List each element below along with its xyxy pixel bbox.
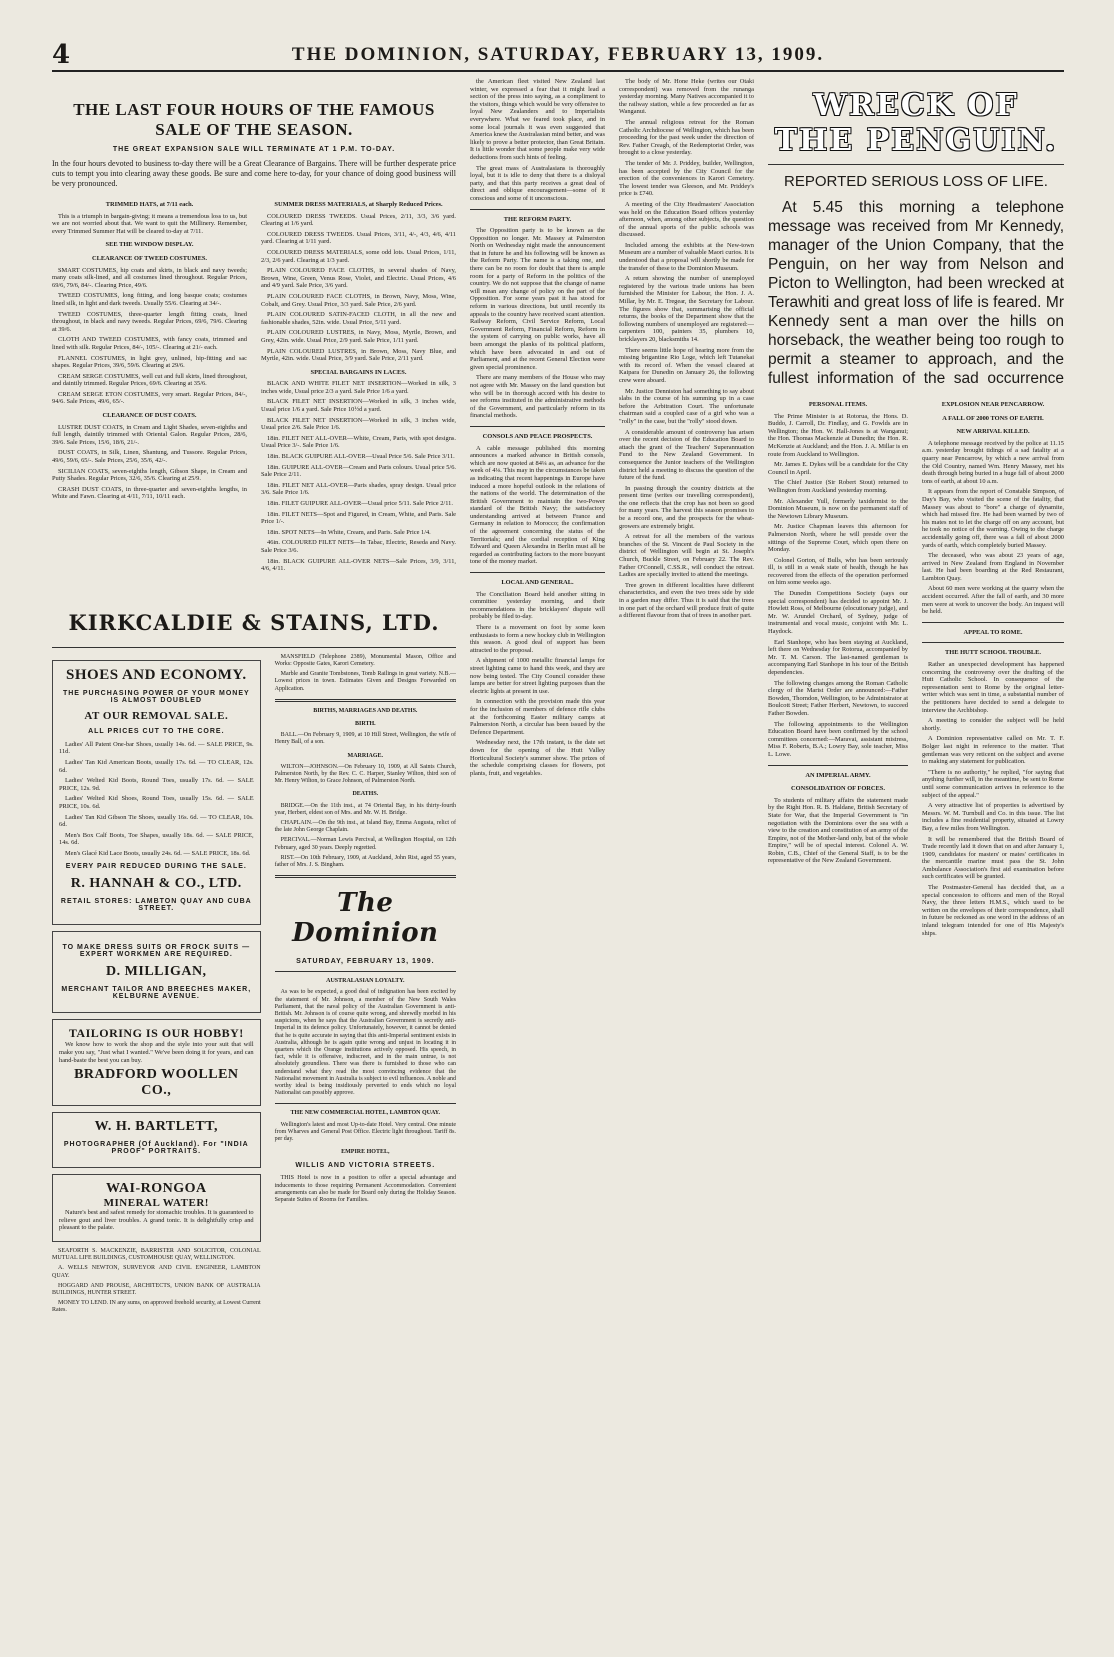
reform-party-heading: THE REFORM PARTY. (503, 215, 572, 223)
dominion-dateline: SATURDAY, FEBRUARY 13, 1909. (296, 958, 435, 966)
hannah-firm: R. HANNAH & CO., LTD. (70, 876, 242, 892)
shoes-line3: ALL PRICES CUT TO THE CORE. (88, 727, 225, 735)
births-heading: BIRTHS, MARRIAGES AND DEATHS. (313, 707, 418, 714)
shoes-advertisement: SHOES AND ECONOMY. THE PURCHASING POWER OF YOUR MONEY IS ALMOST DOUBLED AT OUR REMOVAL SALE. ALL PRICES CUT TO THE CORE. Ladies' All Patent One-bar Shoes, usually 14s. 6d. — SALE PRICE, 9s. 11d. Ladies' Tan Kid American Boots, usually 17s. 6d. — TO CLEAR, 12s. 6d. Ladies' Welted Kid Boots, Round Toes, usually 17s. 6d. — SALE PRICE, 12s. 9d. Ladies' Welted Kid Shoes, Round Toes, usually 15s. 6d. — SALE PRICE, 10s. 6d. Ladies' Tan Kid Gibson Tie Shoes, usually 16s. 6d. — TO CLEAR, 10s. 6d. Men's Box Calf Boots, Toe Shapes, usually 18s. 6d. — SALE PRICE, 14s. 6d. Men's Glacé Kid Lace Boots, usually 24s. 6d. — SALE PRICE, 18s. 6d. EVERY PAIR REDUCED DURING THE SALE. R. HANNAH & CO., LTD. RETAIL STORES: LAMBTON QUAY AND CUBA STREET. (52, 660, 261, 926)
woollen-firm: BRADFORD WOOLLEN CO., (74, 1067, 239, 1099)
mansfield-ad: MANSFIELD (Telephone 2389), Monumental Mason, Office and Works: Opposite Gates, Karori Cemetery. (274, 653, 456, 667)
milligan-name: D. MILLIGAN, (106, 964, 207, 980)
wreck-title: WRECK OF THE PENGUIN. (774, 88, 1058, 158)
wairongoa-name: WAI-RONGOA (105, 1181, 207, 1197)
wreck-subtitle: REPORTED SERIOUS LOSS OF LIFE. (784, 173, 1048, 190)
shoes-line1: THE PURCHASING POWER OF YOUR MONEY IS ALMOST DOUBLED (62, 689, 250, 704)
dominion-nameplate: The Dominion (292, 888, 439, 949)
imperial-army-heading: AN IMPERIAL ARMY. (805, 771, 871, 779)
dust-coats-heading: CLEARANCE OF DUST COATS. (102, 412, 197, 420)
bartlett-name: W. H. BARTLETT, (94, 1119, 218, 1135)
shoes-line2: AT OUR REMOVAL SALE. (84, 709, 229, 722)
column-3: the American fleet visited New Zealand last winter, we expressed a fear that it might lead a section of the press into saying, as a compliment to the visitors, things which would be very offensive to loyal New Zealanders and to Imperialists everywhere. What we feared took place, and in some local journals it was even suggested that America knew the Australasian mind better, and was likely to prove a better protector, than Great Britain. It is little wonder that some people make very wide deductions from such hints of feeling. The great mass of Australasians is thoroughly loyal, but it is idle to deny that there is a disloyal party, and that this party receives a great deal of direct and oblique encouragement—some of it conscious and some of it unconscious. THE REFORM PARTY. The Opposition party is to be known as the Opposition no longer. Mr. Massey at Palmerston North on Wednesday night made the announcement that in future he and his following will be known as the Reform Party. The name is a taking one, and there can be no room for doubt that there is ample room for a party of Reform in the politics of the country. We do not suppose that the change of name will mean any change of policy on the part of the Opposition. For some years past it has stood for reform in various directions, but until recently its appeals to the country have received scant attention. Railway Reform, Civil Service Reform, Local Government Reform, Financial Reform, Reform in the system of carrying on public works, have all been amongst the planks of its political platform, which have been advocated in and out of Parliament, and at the recent General Election were given special prominence. There are many members of the House who may not agree with Mr. Massey on the land question but who will be in thorough accord with his desire to see reforms instituted in the administrative methods of the Government, and particularly reform in its financial methods. CONSOLS AND PEACE PROSPECTS. A cable message published this morning announces a marked advance in British consols, which are now quoted at 84¼ as, an advance for the week of 4⅛. This may in the circumstances be taken as indicating that recent happenings in Europe have induced a more hopeful outlook in the relations of the nations of the world. The determination of the British Government to maintain the two-Power standard of the British Navy; the satisfactory understanding arrived at between France and Germany in relation to Morocco; the confirmation of the agreement concerning the status of the Territorials; and the cordial reception of King Edward and Queen Alexandra in Berlin must all be regarded as contributing factors to the more buoyant tone of the money market. LOCAL AND GENERAL. The Conciliation Board held another sitting in committee yesterday morning, and their recommendations in the bricklayers' dispute will probably be filed to-day. There is a movement on foot by some keen enthusiasts to form a new hockey club in Wellington this season. A good deal of support has been attracted to the proposal. A shipment of 1000 metallic financial lamps for street lighting came to hand this week, and they are now being tested. The City Council consider these lamps are better for street lighting purposes than the electric lights at present in use. In connection with the provision made this year for the inclusion of members of defence rifle clubs at the forthcoming Easter military camps at Palmerston North, a circular has been issued by the Defence Department. Wednesday next, the 17th instant, is the date set down for the opening of the Hutt Valley Horticultural Society's summer show. The prizes of the schedule comprising classes for flowers, pot plants, fruit, and vegetables. (470, 78, 605, 777)
wairongoa-sub: MINERAL WATER! (103, 1197, 209, 1210)
column-6: EXPLOSION NEAR PENCARROW. A FALL OF 2000 TONS OF EARTH. NEW ARRIVAL KILLED. A telephone message received by the police at 11.15 a.m. yesterday brought tidings of a sad fatality at a quarry near Pencarrow, by which a new arrival from the Old Country, named Wm. Henry Massey, met his death through being buried in a huge fall of about 2000 tons of earth, at about 10 a.m. It appears from the report of Constable Simpson, of Day's Bay, who visited the scene of the fatality, that Massey was about to "bore" a charge of dynamite, which had missed fire. He had been warned by two of his mates not to let the charge off on any account, but he took no notice of the warning. Owing to the charge accidentally going off, there was a fall of about 2000 yards of earth, which completely buried Massey. The deceased, who was about 23 years of age, arrived in New Zealand from England in November last. He had been boarding at the Red Restaurant, Lambton Quay. About 60 men were working at the quarry when the accident occurred. After the fall of earth, and 30 more men were at work to uncover the body. An inquest will be held. APPEAL TO ROME. THE HUTT SCHOOL TROUBLE. Rather an unexpected development has happened concerning the controversy over the drafting of the Hutt Catholic School. In consequence of the representation sent to Rome by the original letter-writer which was sent in time, a substantial number of the petitioners have decided to send a delegate to interview the Archbishop. A meeting to consider the subject will be held shortly. A Dominion representative called on Mr. T. F. Bolger last night in reference to the matter. That gentleman was very reticent on the subject and averse to making any statement for publication. "There is no authority," he replied, "for saying that anything further will, in the meantime, be sent to Rome until some communication arrives in reference to the subject of the appeal." A very attractive list of properties is advertised by Messrs. W. M. Turnbull and Co. in this issue. The list includes a fine residential property, situated at Lowry Bay, a few miles from Wellington. It will be remembered that the British Board of Trade recently laid it down that on and after January 1, 1909, candidates for masters' or mates' certificates in the mercantile marine must pass the St. John Ambulance Association's first aid examination before such certificates will be granted. The Postmaster-General has decided that, as a special concession to officers and men of the Royal Navy, the three letters H.M.S., which used to be written on the envelopes of their correspondence, shall in future be reckoned as one word in the address of an inland telegram intended for one of His Majesty's ships. (922, 401, 1064, 937)
tweed-heading: CLEARANCE OF TWEED COSTUMES. (91, 254, 208, 262)
fall-heading: A FALL OF 2000 TONS OF EARTH. (942, 414, 1044, 422)
laces-heading: SPECIAL BARGAINS IN LACES. (310, 368, 407, 376)
sale-headline: THE LAST FOUR HOURS OF THE FAMOUS SALE OF THE SEASON. (73, 100, 435, 139)
woollen-slogan: TAILORING IS OUR HOBBY! (68, 1026, 244, 1041)
empire-hotel: EMPIRE HOTEL, (341, 1149, 390, 1156)
page-number: 4 (52, 40, 71, 70)
wairongoa-advertisement: WAI-RONGOA MINERAL WATER! Nature's best and safest remedy for stomachic troubles. It is guaranteed to relieve gout and liver troubles. A grand tonic. It is delightfully crisp and pleasant to the palate. (52, 1174, 261, 1242)
bartlett-advertisement (52, 1112, 261, 1168)
kirkcaldie-firm-name: KIRKCALDIE & STAINS, LTD. (68, 609, 440, 635)
bartlett-trade: PHOTOGRAPHER (Of Auckland). For "INDIA PROOF" PORTRAITS. (63, 1141, 249, 1156)
masthead-title: THE DOMINION, SATURDAY, FEBRUARY 13, 1909. (291, 44, 825, 65)
editorial-heading: AUSTRALASIAN LOYALTY. (326, 978, 405, 985)
window-display-heading: SEE THE WINDOW DISPLAY. (105, 241, 194, 249)
consols-heading: CONSOLS AND PEACE PROSPECTS. (482, 432, 593, 440)
deaths-heading: DEATHS. (352, 791, 379, 798)
local-general-heading: LOCAL AND GENERAL. (501, 579, 574, 587)
hutt-school-heading: THE HUTT SCHOOL TROUBLE. (944, 649, 1041, 657)
new-commercial-hotel: THE NEW COMMERCIAL HOTEL, LAMBTON QUAY. (290, 1110, 441, 1117)
summer-materials-heading: SUMMER DRESS MATERIALS, at Sharply Reduced Prices. (274, 201, 443, 208)
hannah-address: RETAIL STORES: LAMBTON QUAY AND CUBA STREET. (60, 898, 252, 913)
sale-listing: TRIMMED HATS, at 7/11 each. This is a triumph in bargain-giving; it means a tremendous loss to us, but we are not worried about that. We want to quit the Millinery. Remember, every Trimmed Summer Hat will be cleared to-day at 7/11. SEE THE WINDOW DISPLAY. CLEARANCE OF TWEED COSTUMES. SMART COSTUMES, hip coats and skirts, in black and navy tweeds; many coats silk-lined, and all costumes lined throughout. Regular Prices, 69/6, 79/6, 84/-. Clearing Price, 49/6. TWEED COSTUMES, long fitting, and long basque coats; costumes lined silk, in light and dark tweeds. Usually 55/6. Clearing at 34/-. TWEED COSTUMES, three-quarter length fitting coats, lined throughout, in black and navy tweeds. Regular Prices, 69/6, 79/6. Clearing at 39/6. CLOTH AND TWEED COSTUMES, with fancy coats, trimmed and lined with silk. Regular Prices, 84/-, 105/-. Clearing at 21/- each. FLANNEL COSTUMES, in light grey, unlined, hip-fitting and sac shapes. Regular Prices, 39/6, 59/6. Clearing at 29/6. CREAM SERGE COSTUMES, well cut and full skirts, lined throughout, and daintily trimmed. Regular Prices, 69/6. Clearing at 35/6. CREAM SERGE ETON COSTUMES, very smart. Regular Prices, 84/-, 94/6. Sale Prices, 49/6, 65/-. CLEARANCE OF DUST COATS. LUSTRE DUST COATS, in Cream and Light Shades, seven-eighths and full length, daintily trimmed with Oriental Galon. Regular Prices, 28/6, 39/6. Sale Prices, 15/6, 18/6, 21/-. DUST COATS, in Silk, Linen, Shantung, and Tussore. Regular Prices, 49/6, 59/6, 65/-. Sale Prices, 25/6, 35/6, 42/-. SICILIAN COATS, seven-eighths length, Gibson Shape, in Cream and Putty Shades. Regular Prices, 32/6, 35/6. Clearing at 25/9. CRASH DUST COATS, in three-quarter and seven-eighths lengths, in White and Fawn. Clearing at 4/11, 7/11, 10/11 each. SUMMER DRESS MATERIALS, at Sharply Reduced Prices. COLOURED DRESS TWEEDS. Usual Prices, 2/11, 3/3, 3/6 yard. Clearing at 1/6 yard. COLOURED DRESS TWEEDS. Usual Prices, 3/11, 4/-, 4/3, 4/6, 4/11 yard. Clearing at 1/11 yard. COLOURED DRESS MATERIALS, some odd lots. Usual Prices, 1/11, 2/3, 2/6 yard. Clearing at 1/3 yard. PLAIN COLOURED FACE CLOTHS, in several shades of Navy, Brown, Wine, Green, Venus Rose, Violet, and Electric. Usual Prices, 4/6 and 4/9 yard. Sale Price, 3/6 yard. PLAIN COLOURED FACE CLOTHS, in Brown, Navy, Moss, Wine, Cobalt, and Grey. Usual Price, 3/3 yard. Sale Price, 2/6 yard. PLAIN COLOURED SATIN-FACED CLOTH, in all the new and fashionable shades, 52in. wide. Usual Price, 5/11 yard. PLAIN COLOURED LUSTRES, in Navy, Moss, Myrtle, Brown, and Grey, 42in. wide. Usual Price, 2/9 yard. Sale Price, 1/11 yard. PLAIN COLOURED LUSTRES, in Brown, Moss, Navy Blue, and Myrtle, 42in. wide. Usual Price, 3/9 yard. Sale Price, 2/11 yard. SPECIAL BARGAINS IN LACES. BLACK AND WHITE FILET NET INSERTION—Worked in silk, 3 inches wide, Usual price 2/3 a yard. Sale Price 1/6 a yard. BLACK FILET NET INSERTION—Worked in silk, 3 inches wide, Usual price 1/6 a yard. Sale Price 10½d a yard. BLACK FILET NET INSERTION—Worked in silk, 3 inches wide, Usual price 2/6. Sale Price 1/6. 18in. FILET NET ALL-OVER—White, Cream, Paris, with spot designs. Usual Price 3/-. Sale Price 1/6. 18in. BLACK GUIPURE ALL-OVER—Usual Price 5/6. Sale Price 3/11. 18in. GUIPURE ALL-OVER—Cream and Paris colours. Usual price 5/6. Sale Price 2/11. 18in. FILET NET ALL-OVER—Paris shades, spray design. Usual price 3/6. Sale Price 1/6. 18in. FILET GUIPURE ALL-OVER—Usual price 5/11. Sale Price 2/11. 18in. FILET NETS—Spot and Figured, in Cream, White, and Paris. Sale Price 1/-. 18in. SPOT NETS—In White, Cream, and Paris. Sale Price 1/4. 46in. COLOURED FILET NETS—In Tabac, Electric, Reseda and Navy. Sale Price 3/6. 18in. BLACK GUIPURE ALL-OVER NETS—Sale Prices, 3/9, 3/11, 4/6, 4/11. (52, 201, 456, 573)
sale-intro: In the four hours devoted to business to-day there will be a Great Clearance of Bargains. There will be further desperate price cuts to tempt you into clearing away these goods. Be sure and come here to-day, for your chance of doing good business will be very pronounced. (52, 159, 456, 188)
explosion-heading: EXPLOSION NEAR PENCARROW. (941, 401, 1045, 408)
milligan-advertisement: TO MAKE DRESS SUITS OR FROCK SUITS — EXPERT WORKMEN ARE REQUIRED. D. MILLIGAN, MERCHANT TAILOR AND BREECHES MAKER, KELBURNE AVENUE. (52, 931, 261, 1013)
new-arrival-heading: NEW ARRIVAL KILLED. (956, 428, 1030, 436)
masthead (52, 40, 1064, 72)
woollen-advertisement: TAILORING IS OUR HOBBY! We know how to work the shop and the style into your suit that will make you say, "Just what I wanted." We've been doing it for years, and can hand-baste the best you can buy. BRADFORD WOOLLEN CO., (52, 1019, 261, 1106)
sale-advertisement: THE LAST FOUR HOURS OF THE FAMOUS SALE OF THE SEASON. THE GREAT EXPANSION SALE WILL TERMINATE AT 1 P.M. TO-DAY. In the four hours devoted to business to-day there will be a Great Clearance of Bargains. There will be further desperate price cuts to tempt you into clearing away these goods. Be sure and come here to-day, for your chance of doing good business will be very pronounced. TRIMMED HATS, at 7/11 each. This is a triumph in bargain-giving; it means a tremendous loss to us, but we are not worried about that. We want to quit the Millinery. Remember, every Trimmed Summer Hat will be cleared to-day at 7/11. SEE THE WINDOW DISPLAY. CLEARANCE OF TWEED COSTUMES. SMART COSTUMES, hip coats and skirts, in black and navy tweeds; many coats silk-lined, and all costumes lined throughout. Regular Prices, 69/6, 79/6, 84/-. Clearing Price, 49/6. TWEED COSTUMES, long fitting, and long basque coats; costumes lined silk, in light and dark tweeds. Usually 55/6. Clearing at 34/-. TWEED COSTUMES, three-quarter length fitting coats, lined throughout, in black and navy tweeds. Regular Prices, 69/6, 79/6. Clearing at 39/6. CLOTH AND TWEED COSTUMES, with fancy coats, trimmed and lined with silk. Regular Prices, 84/-, 105/-. Clearing at 21/- each. FLANNEL COSTUMES, in light grey, unlined, hip-fitting and sac shapes. Regular Prices, 39/6, 59/6. Clearing at 29/6. CREAM SERGE COSTUMES, well cut and full skirts, lined throughout, and daintily trimmed. Regular Prices, 69/6. Clearing at 35/6. CREAM SERGE ETON COSTUMES, very smart. Regular Prices, 84/-, 94/6. Sale Prices, 49/6, 65/-. CLEARANCE OF DUST COATS. LUSTRE DUST COATS, in Cream and Light Shades, seven-eighths and full length, daintily trimmed with Oriental Galon. Regular Prices, 28/6, 39/6. Sale Prices, 15/6, 18/6, 21/-. DUST COATS, in Silk, Linen, Shantung, and Tussore. Regular Prices, 49/6, 59/6, 65/-. Sale Prices, 25/6, 35/6, 42/-. SICILIAN COATS, seven-eighths length, Gibson Shape, in Cream and Putty Shades. Regular Prices, 32/6, 35/6. Clearing at 25/9. CRASH DUST COATS, in three-quarter and seven-eighths lengths, in White and Fawn. Clearing at 4/11, 7/11, 10/11 each. SUMMER DRESS MATERIALS, at Sharply Reduced Prices. COLOURED DRESS TWEEDS. Usual Prices, 2/11, 3/3, 3/6 yard. Clearing at 1/6 yard. COLOURED DRESS TWEEDS. Usual Prices, 3/11, 4/-, 4/3, 4/6, 4/11 yard. Clearing at 1/11 yard. COLOURED DRESS MATERIALS, some odd lots. Usual Prices, 1/11, 2/3, 2/6 yard. Clearing at 1/3 yard. PLAIN COLOURED FACE CLOTHS, in several shades of Navy, Brown, Wine, Green, Venus Rose, Violet, and Electric. Usual Prices, 4/6 and 4/9 yard. Sale Price, 3/6 yard. PLAIN COLOURED FACE CLOTHS, in Brown, Navy, Moss, Wine, Cobalt, and Grey. Usual Price, 3/3 yard. Sale Price, 2/6 yard. PLAIN COLOURED SATIN-FACED CLOTH, in all the new and fashionable shades, 52in. wide. Usual Price, 5/11 yard. PLAIN COLOURED LUSTRES, in Navy, Moss, Myrtle, Brown, and Grey, 42in. wide. Usual Price, 2/9 yard. Sale Price, 1/11 yard. PLAIN COLOURED LUSTRES, in Brown, Moss, Navy Blue, and Myrtle, 42in. wide. Usual Price, 3/9 yard. Sale Price, 2/11 yard. SPECIAL BARGAINS IN LACES. BLACK AND WHITE FILET NET INSERTION—Worked in silk, 3 inches wide, Usual price 2/3 a yard. Sale Price 1/6 a yard. BLACK FILET NET INSERTION—Worked in silk, 3 inches wide, Usual price 1/6 a yard. Sale Price 10½d a yard. BLACK FILET NET INSERTION—Worked in silk, 3 inches wide, Usual price 2/6. Sale Price 1/6. 18in. FILET NET ALL-OVER—White, Cream, Paris, with spot designs. Usual Price 3/-. Sale Price 1/6. 18in. BLACK GUIPURE ALL-OVER—Usual Price 5/6. Sale Price 3/11. 18in. GUIPURE ALL-OVER—Cream and Paris colours. Usual price 5/6. Sale Price 2/11. 18in. FILET NET ALL-OVER—Paris shades, spray design. Usual price 3/6. Sale Price 1/6. 18in. FILET GUIPURE ALL-OVER—Usual price 5/11. Sale Price 2/11. 18in. FILET NETS—Spot and Figured, in Cream, White, and Paris. Sale Price 1/-. 18in. SPOT NETS—In White, Cream, and Paris. Sale Price 1/4. 46in. COLOURED FILET NETS—In Tabac, Electric, Reseda and Navy. Sale Price 3/6. 18in. BLACK GUIPURE ALL-OVER NETS—Sale Prices, 3/9, 3/11, 4/6, 4/11. KIRKCALDIE & STAINS, LTD. SHOES AND ECONOMY. THE PURCHASING POWER OF YOUR MONEY IS ALMOST DOUBLED AT OUR REMOVAL SALE. ALL PRICES CUT TO THE CORE. Ladies' All Patent One-bar Shoes, usually 14s. 6d. — SALE PRICE, 9s. 11d. Ladies' Tan Kid American Boots, usually 17s. 6d. — TO CLEAR, 12s. 6d. Ladies' Welted Kid Boots, Round Toes, usually 17s. 6d. — SALE PRICE, 12s. 9d. Ladies' Welted Kid Shoes, Round Toes, usually 15s. 6d. — SALE PRICE, 10s. 6d. Ladies' Tan Kid Gibson Tie Shoes, usually 16s. 6d. — TO CLEAR, 10s. 6d. Men's Box Calf Boots, Toe Shapes, usually 18s. 6d. — SALE PRICE, 14s. 6d. Men's Glacé Kid Lace Boots, usually 24s. 6d. — SALE PRICE, 18s. 6d. EVERY PAIR REDUCED DURING THE SALE. R. HANNAH & CO., LTD. RETAIL STORES: LAMBTON QUAY AND CUBA STREET. TO MAKE DRESS SUITS OR FROCK SUITS — EXPERT WORKMEN ARE REQUIRED. D. MILLIGAN, MERCHANT TAILOR AND BREECHES MAKER, KELBURNE AVENUE. TAILORING IS OUR HOBBY! We know how to work the shop and the style into your suit that will make you say, "Just what I wanted." We've been doing it for years, and can hand-baste the best you can buy. BRADFORD WOOLLEN CO., W. H. BARTLETT, PHOTOGRAPHER (Of Auckland). For "INDIA PROOF" PORTRAITS. WAI-RONGOA MINERAL WATER! Nature's best and safest remedy for stomachic troubles. It is guaranteed to relieve gout and liver troubles. A grand tonic. It is delightfully crisp and pleasant to the palate. SEAFORTH S. MACKENZIE, BARRISTER AND SOLICITOR, COLONIAL MUTUAL LIFE BUILDINGS, CUSTOMHOUSE QUAY, WELLINGTON. A. WELLS NEWTON, SURVEYOR AND CIVIL ENGINEER, LAMBTON QUAY. HOGGARD AND PROUSE, ARCHITECTS, UNION BANK OF AUSTRALIA BUILDINGS, HUNTER STREET. MONEY TO LEND. IN any sums, on approved freehold security, at Lowest Current Rates. MANSFIELD (Telephone 2389), Monumental Mason, Office and Works: Opposite Gates, Karori Cemetery. Marble and Granite Tombstones, Tomb Railings in great variety. N.B.—Lowest prices in town. Estimates Given and Designs Forwarded on Application. BIRTHS, MARRIAGES AND DEATHS. BIRTH. BALL.—On February 9, 1909, at 10 Hill Street, Wellington, the wife of Henry Ball, of a son. MARRIAGE. WILTON—JOHNSON.—On February 10, 1909, at All Saints Church, Palmerston North, by the Rev. C. C. Harper, Stanley Wilton, third son of Mr. Henry Wilton, to Grace Johnson, of Palmerston North. DEATHS. BRIDGE.—On the 11th inst., at 74 Oriental Bay, in his thirty-fourth year, Herbert, eldest son of Mrs. and Mr. W. H. Bridge. CHAPLAIN.—On the 9th inst., at Island Bay, Emma Augusta, relict of the late John George Chaplain. PERCIVAL.—Norman Lewis Percival, at Wellington Hospital, on 12th February, aged 30 years. Deeply regretted. RIST.—On 10th February, 1909, at Auckland, John Rist, aged 55 years, father of Mrs. J. S. Bingham. The Dominion SATURDAY, FEBRUARY 13, 1909. AUSTRALASIAN LOYALTY. As was to be expected, a good deal of indignation has been excited by the statement of Mr. Johnson, a member of the New South Wales Parliament, that the naval policy of the Australian Government is anti-British. Mr. Johnson is of course quite wrong, and shrewdly morbid in his suspicions, when he says that the Australian Government is secretly anti-Imperial in its defence policy. Unfortunately, however, it cannot be denied that he is quite accurate in saying that this anti-Imperial sentiment exists in Australia, although he is again quite wrong and unjust in locating it in quarters which the Orange institutions actively opposed. His speech, in fact, while it is offensive, indiscreet, and in the main untrue, is not absolutely groundless. There was there is furnished to those who can understand what they read the most convincing evidence that the Nationalist movement in Australia is subject to evil influences. A noble and worthy ideal is being insidiously perverted to ends which no loyal Nationalist can possibly approve. THE NEW COMMERCIAL HOTEL, LAMBTON QUAY. Wellington's latest and most Up-to-date Hotel. Very central. One minute from Wharves and General Post Office. Electric light throughout. Tariff 8s. per day. EMPIRE HOTEL, WILLIS AND VICTORIA STREETS. THIS Hotel is now in a position to offer a special advantage and inducements to those requiring Permanent Accommodation. Convenient arrangements can also be made for Board only during the Holiday Season. Separate Suites of Rooms for Families. (52, 100, 456, 1314)
milligan-trade: MERCHANT TAILOR AND BREECHES MAKER, KELBURNE AVENUE. (61, 986, 252, 1001)
wreck-body: At 5.45 this morning a telephone message was received from Mr Kennedy, manager of the Union Company, that the Penguin, on her way from Nelson and Picton to Wellington, had been wrecked at Terawhiti and great loss of life is feared. Mr Kennedy sent a man over the hills on horseback, the weather being too rough to permit a steamer to approach, and the fullest information of the sad occurrence (768, 199, 1064, 387)
sale-subheadline: THE GREAT EXPANSION SALE WILL TERMINATE AT 1 P.M. TO-DAY. (112, 146, 396, 153)
wreck-article (768, 78, 1064, 388)
trimmed-hats-heading: TRIMMED HATS, at 7/11 each. (105, 201, 194, 208)
consolidation-heading: CONSOLIDATION OF FORCES. (791, 785, 885, 793)
shoes-title: SHOES AND ECONOMY. (66, 666, 247, 683)
appeal-heading: APPEAL TO ROME. (963, 628, 1023, 636)
birth-heading: BIRTH. (354, 720, 376, 727)
empire-hotel-address: WILLIS AND VICTORIA STREETS. (295, 1162, 436, 1170)
marriage-heading: MARRIAGE. (347, 752, 384, 759)
column-5: PERSONAL ITEMS. The Prime Minister is at Rotorua, the Hons. D. Buddo, J. Carroll, Dr. Findlay, and G. Fowlds are in Wellington; the Hon. W. Hall-Jones is at Wanganui; the Hon. Thomas Mackenzie at Dunedin; the Hon. R. McKenzie at Auckland; and the Hon. J. A. Millar is en route from Auckland to Wellington. Mr. James E. Dykes will be a candidate for the City Council in April. The Chief Justice (Sir Robert Stout) returned to Wellington from Auckland yesterday morning. Mr. Alexander Yull, formerly taxidermist to the Dominion Museum, is now on the permanent staff of the Newtown Library Museum. Mr. Justice Chapman leaves this afternoon for Palmerston North, where he will preside over the sittings of the Supreme Court, which open there on Monday. Colonel Gorton, of Bulls, who has been seriously ill, is still in a weak state of health, though he has recovered from the effects of the operation performed on him some weeks ago. The Dunedin Competitions Society (says our special correspondent) has decided to appoint Mr. J. Howlett Ross, of Melbourne (elocutionary judge), and Mr. W. Arundel Orchard, of Sydney, judge of instrumental and vocal music, conjoint with Mr. L. Haydock. Earl Stanhope, who has been staying at Auckland, left there on Wednesday for Rotorua, accompanied by Mr. T. M. Carson. The last-named gentleman is accompanying Earl Stanhope in his tour of the British dependencies. The following changes among the Roman Catholic clergy of the Marist Order are announced:—Father Bowden, Thorndon, Wellington, to be Administrator at Boulcott Street; Father Herbert, Newtown, to succeed Father Bowden. The following appointments to the Wellington Education Board have been confirmed by the school committees concerned:—Maravai, assistant mistress, Miss F. Roberts, B.A.; Lowry Bay, sole teacher, Miss L. Lowe. AN IMPERIAL ARMY. CONSOLIDATION OF FORCES. To students of military affairs the statement made by the Right Hon. R. B. Haldane, British Secretary of State for War, that the Imperial Government is "in negotiation with the Dominions over the sea with a view to the creation and constitution of an army of the Empire, not of the Mother-land only, but of the whole Empire," will be of special interest. Colonel A. W. Robin, C.B., Chief of the General Staff, is to be the representative of the New Zealand Government. (768, 401, 908, 865)
personal-items-heading: PERSONAL ITEMS. (808, 401, 868, 408)
column-4: The body of Mr. Hone Heke (writes our Otaki correspondent) was removed from the runanga yesterday morning. Many Natives accompanied it to the railway station, while a few proceeded as far as Wanganui. The annual religious retreat for the Roman Catholic Archdiocese of Wellington, which has been proceeding for the past week under the direction of Rev. Father Creagh, of the Redemptorist Order, was brought to a close yesterday. The tender of Mr. J. Priddey, builder, Wellington, has been accepted by the City Council for the erection of the conveniences in Karori Cemetery. The lowest tender was Gleeson, and Mr. Priddey's price is £740. A meeting of the City Headmasters' Association was held on the Education Board offices yesterday afternoon, when, among other subjects, the question of the annual sports of the public schools was discussed. Included among the exhibits at the New-town Museum are a number of valuable Maori curios. It is understood that a proposal will shortly be made for the transfer of these to the Dominion Museum. A return showing the number of unemployed registered by the various trade unions has been furnished the Minister for Labour, the Hon. J. A. Millar, by Mr. E. Tregear, the Secretary for Labour. The figures show that, summarising the official returns, the books of the Department show that the following numbers of unemployed are registered:—carpenters 100, painters 35, plumbers 10, bricklayers 20, blacksmiths 14. There seems little hope of hearing more from the missing brigantine Rio Loge, which left Tutanekai with its record of. When the vessel cleared at Kaipara for Dunedin on January 26, the following crew were aboard. Mr. Justice Denniston had something to say about slabs in the course of his summing up in a case before the Arbitration Court. The unfortunate chairman said a coupled case of a girl who was a "rolly" in the case, but the "rolly" stood down. A considerable amount of controversy has arisen over the recent decision of the Education Board to attach the grant of the Teachers' Superannuation Fund to the New Zealand Government. In consequence the Junior teachers of the Wellington district held a meeting to discuss the question of the future of the fund. In passing through the country districts at the present time (writes our travelling correspondent), the one reflects that the crop has not been so good for many years. The harvest this season promises to be a record one, and the prospects for the wheat-growers are extremely bright. A retreat for all the members of the various branches of the St. Vincent de Paul Society in the district of Wellington will begin at St. Joseph's Church, Buckle Street, on February 22. The Rev. Father O'Connell, C.SS.R., will conduct the retreat. Ladies are specially invited to attend the meetings. Tree grown in different localities have different characteristics, and even the two trees side by side in a garden may differ. Thus it is said that the trees in one part of the orchard will produce fruit of quite a different flavour from that of trees in another part. (619, 78, 754, 620)
